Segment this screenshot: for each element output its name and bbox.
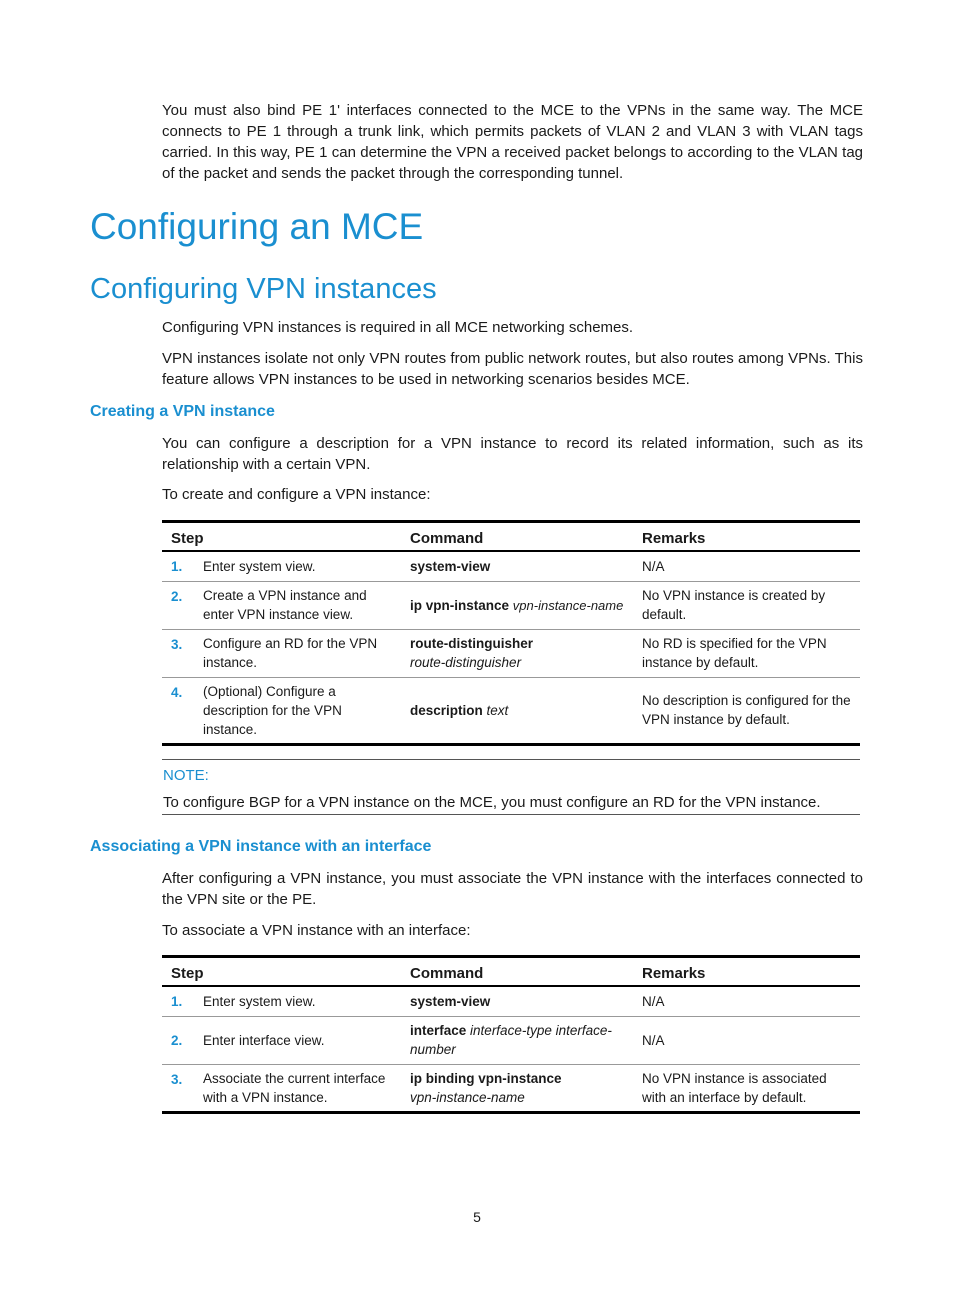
column-header-command: Command [401, 957, 633, 987]
step-remarks: No VPN instance is associated with an interface by default. [633, 1064, 860, 1112]
table-row [162, 986, 860, 1016]
note-title: NOTE: [163, 767, 209, 784]
associate-paragraph-2: To associate a VPN instance with an interface: [162, 922, 471, 939]
table-row [162, 629, 860, 677]
associate-vpn-table [162, 955, 860, 1114]
step-command [401, 1016, 633, 1064]
column-header-step: Step [162, 522, 401, 552]
command-keyword: ip binding vpn-instance [410, 1070, 562, 1086]
command-keyword: system-view [410, 993, 491, 1009]
section-paragraph-2: VPN instances isolate not only VPN routes from public network routes, but also routes among VPNs. This feature allows VPN instances to be used in networking scenarios besides MCE. [162, 350, 863, 388]
associate-paragraph-1: After configuring a VPN instance, you must associate the VPN instance with the interfaces connected to the VPN site or the PE. [162, 870, 863, 908]
table-row [162, 551, 860, 581]
command-argument: vpn-instance-name [512, 597, 624, 613]
subsection-title-create: Creating a VPN instance [90, 403, 275, 420]
step-remarks: N/A [633, 1016, 860, 1064]
table-row [162, 581, 860, 629]
command-argument: route-distinguisher [410, 655, 522, 670]
step-command [401, 677, 633, 744]
step-number: 2. [162, 581, 195, 629]
step-number: 1. [162, 986, 195, 1016]
create-paragraph-2: To create and configure a VPN instance: [162, 486, 431, 503]
step-number: 3. [162, 1064, 195, 1112]
step-command [401, 551, 633, 581]
step-command [401, 629, 633, 677]
step-description: Enter interface view. [195, 1016, 401, 1064]
table-header-row [162, 522, 860, 552]
section-paragraph-1: Configuring VPN instances is required in all MCE networking schemes. [162, 319, 634, 336]
note-text: To configure BGP for a VPN instance on the MCE, you must configure an RD for the VPN instance. [163, 794, 821, 811]
section-heading: Configuring VPN instances [90, 273, 437, 305]
step-description: Associate the current interface with a VPN instance. [195, 1064, 401, 1112]
step-number: 4. [162, 677, 195, 744]
column-header-remarks: Remarks [633, 522, 860, 552]
step-description: (Optional) Configure a description for the VPN instance. [195, 677, 401, 744]
step-command [401, 1064, 633, 1112]
note-box [162, 759, 860, 815]
step-remarks: No description is configured for the VPN instance by default. [633, 677, 860, 744]
command-argument: interface-type interface-number [410, 1023, 612, 1057]
step-number: 2. [162, 1016, 195, 1064]
page-number: 5 [473, 1209, 481, 1225]
step-remarks: No RD is specified for the VPN instance by default. [633, 629, 860, 677]
step-remarks: No VPN instance is created by default. [633, 581, 860, 629]
step-remarks: N/A [633, 551, 860, 581]
column-header-command: Command [401, 522, 633, 552]
step-description: Configure an RD for the VPN instance. [195, 629, 401, 677]
page-title: Configuring an MCE [90, 206, 424, 247]
column-header-remarks: Remarks [633, 957, 860, 987]
intro-paragraph: You must also bind PE 1' interfaces connected to the MCE to the VPNs in the same way. The MCE connects to PE 1 through a trunk link, which permits packets of VLAN 2 and VLAN 3 with VLAN tags carried. In this way, PE 1 can determine the VPN a received packet belongs to according to the VLAN tag of the packet and sends the packet through the corresponding tunnel. [162, 102, 863, 182]
step-description: Enter system view. [195, 986, 401, 1016]
step-number: 3. [162, 629, 195, 677]
subsection-title-associate: Associating a VPN instance with an interface [90, 838, 432, 855]
table-row [162, 1064, 860, 1112]
step-command [401, 986, 633, 1016]
column-header-step: Step [162, 957, 401, 987]
command-argument: vpn-instance-name [410, 1089, 525, 1105]
command-argument: text [486, 702, 509, 718]
command-keyword: route-distinguisher [410, 636, 534, 651]
command-keyword: interface [410, 1023, 467, 1038]
command-keyword: description [410, 702, 483, 718]
command-keyword: ip vpn-instance [410, 597, 510, 613]
step-command [401, 581, 633, 629]
step-remarks: N/A [633, 986, 860, 1016]
step-description: Create a VPN instance and enter VPN instance view. [195, 581, 401, 629]
table-row [162, 677, 860, 744]
command-keyword: system-view [410, 558, 491, 574]
create-paragraph-1: You can configure a description for a VPN instance to record its related information, such as its relationship with a certain VPN. [162, 435, 863, 473]
step-number: 1. [162, 551, 195, 581]
table-header-row [162, 957, 860, 987]
create-vpn-table [162, 520, 860, 746]
table-row [162, 1016, 860, 1064]
step-description: Enter system view. [195, 551, 401, 581]
